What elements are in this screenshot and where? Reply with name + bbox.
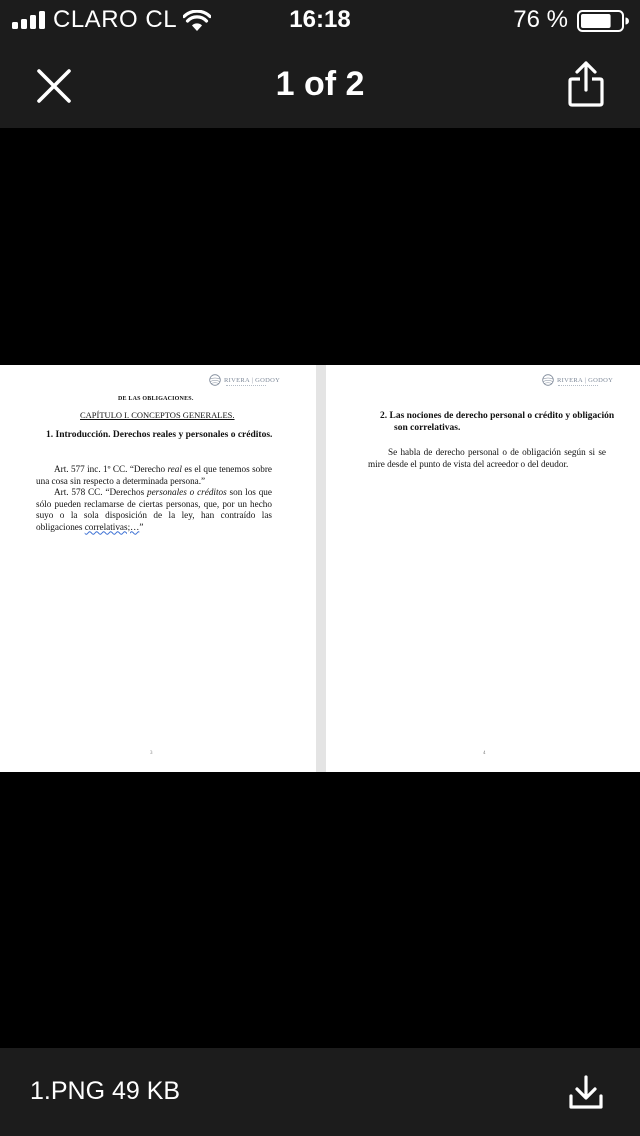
document-header: DE LAS OBLIGACIONES.	[118, 396, 194, 402]
bottom-toolbar	[0, 1048, 640, 1136]
section-heading: 2. Las nociones de derecho personal o crédito y obligación son correlativas.	[380, 411, 615, 433]
paragraph: Art. 577 inc. 1º CC. “Derecho real es el que tenemos sobre una cosa sin respecto a determinada persona.”	[36, 464, 272, 486]
logo-subline	[558, 385, 598, 387]
logo-text: RIVERA | GODOY	[557, 376, 614, 384]
carrier-name: CLARO CL	[53, 6, 178, 33]
logo-subline	[226, 385, 266, 387]
share-icon	[567, 60, 605, 108]
file-info-label: 1.PNG 49 KB	[30, 1077, 181, 1105]
page-counter-title: 1 of 2	[275, 65, 365, 103]
status-time: 16:18	[289, 6, 351, 33]
globe-logo-icon	[209, 374, 221, 386]
globe-logo-icon	[542, 374, 554, 386]
paragraph: Art. 578 CC. “Derechos personales o créditos son los que sólo pueden reclamarse de ciertas personas, que, por un hecho suyo o la sola disposición de la ley, han contraído las obligaciones correlativas;…”	[36, 487, 272, 532]
page-number: 4	[483, 751, 486, 756]
share-button[interactable]	[560, 56, 612, 112]
document-page-3	[0, 365, 316, 772]
document-preview[interactable]	[0, 365, 640, 772]
paragraph: Se habla de derecho personal o de obligación según si se mire desde el punto de vista del acreedor o del deudor.	[368, 447, 606, 469]
chapter-title: CAPÍTULO I. CONCEPTOS GENERALES.	[80, 410, 235, 420]
download-icon	[568, 1074, 604, 1110]
document-page-4	[326, 365, 640, 772]
navigation-bar	[0, 40, 640, 128]
page-number: 3	[150, 751, 153, 756]
document-body	[36, 464, 272, 533]
logo-text: RIVERA | GODOY	[224, 376, 281, 384]
status-bar	[0, 0, 640, 40]
battery-icon	[577, 10, 629, 32]
battery-percent: 76 %	[513, 6, 568, 33]
download-button[interactable]	[562, 1070, 610, 1114]
section-heading: 1. Introducción. Derechos reales y personales o créditos.	[46, 430, 273, 440]
